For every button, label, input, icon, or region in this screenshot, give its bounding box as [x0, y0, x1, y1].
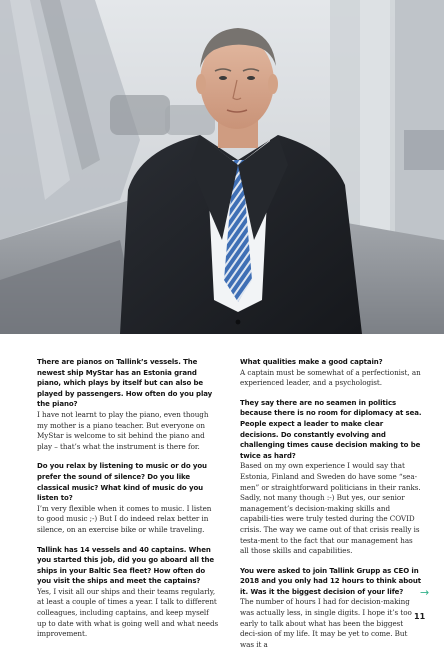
- question-text: They say there are no seamen in politics because there is no room for diplomacy at sea. People expect a leader to make clear decisions. Do constantly evolving and challenging times cause decision making to be twice as hard?: [240, 398, 422, 460]
- qa-block: [37, 357, 219, 452]
- question-text: You were asked to join Tallink Grupp as CEO in 2018 and you only had 12 hours to think about it. Was it the biggest decision of your life?: [240, 566, 421, 596]
- answer-text: Yes, I visit all our ships and their teams regularly, at least a couple of times a year. I talk to different colleagues, including captains, and keep myself up to date with what is going well and what needs improvement.: [37, 586, 219, 639]
- answer-text: Based on my own experience I would say that Estonia, Finland and Sweden do have some “sea-men” or straightforward politicians in their ranks. Sadly, not many though :-) But yes, our senior management’s decision-making skills and capabili-ties were truly tested during the COVID crisis. The way we came out of that crisis really is testa-ment to the fact that our management has all those skills and capabilities.: [240, 461, 421, 556]
- answer-text: I’m very flexible when it comes to music. I listen to good music ;-) But I do indeed relax better in silence, on an exercise bike or while traveling.: [37, 503, 212, 534]
- qa-block: [37, 461, 219, 535]
- qa-block: [240, 398, 422, 557]
- answer-text: The number of hours I had for decision-making was actually less, in single digits. I hope it’s too early to talk about what has been the biggest deci-sion of my life. It may be yet to come. But was it a: [240, 597, 412, 649]
- continue-arrow-icon: →: [420, 586, 430, 599]
- right-column: [240, 357, 422, 659]
- qa-block: [37, 545, 219, 640]
- page-number: 11: [414, 612, 426, 621]
- answer-text: A captain must be somewhat of a perfectionist, an experienced leader, and a psychologist.: [240, 367, 421, 388]
- answer-text: I have not learnt to play the piano, even though my mother is a piano teacher. But everyone on MyStar is welcome to sit behind the piano and play – that’s what the instrument is there for.: [37, 409, 209, 451]
- qa-block: [240, 357, 422, 389]
- question-text: Do you relax by listening to music or do you prefer the sound of silence? Do you like classical music? What kind of music do you listen to?: [37, 462, 207, 503]
- question-text: Tallink has 14 vessels and 40 captains. When you started this job, did you go aboard all the ships in your Baltic Sea fleet? How often do you visit the ships and meet the captains?: [37, 545, 215, 586]
- left-column: [37, 357, 219, 649]
- question-text: There are pianos on Tallink’s vessels. The newest ship MyStar has an Estonia grand piano, which plays by itself but can also be played by passengers. How often do you play the piano?: [37, 358, 213, 409]
- question-text: What qualities make a good captain?: [240, 358, 383, 366]
- qa-block: [240, 566, 422, 651]
